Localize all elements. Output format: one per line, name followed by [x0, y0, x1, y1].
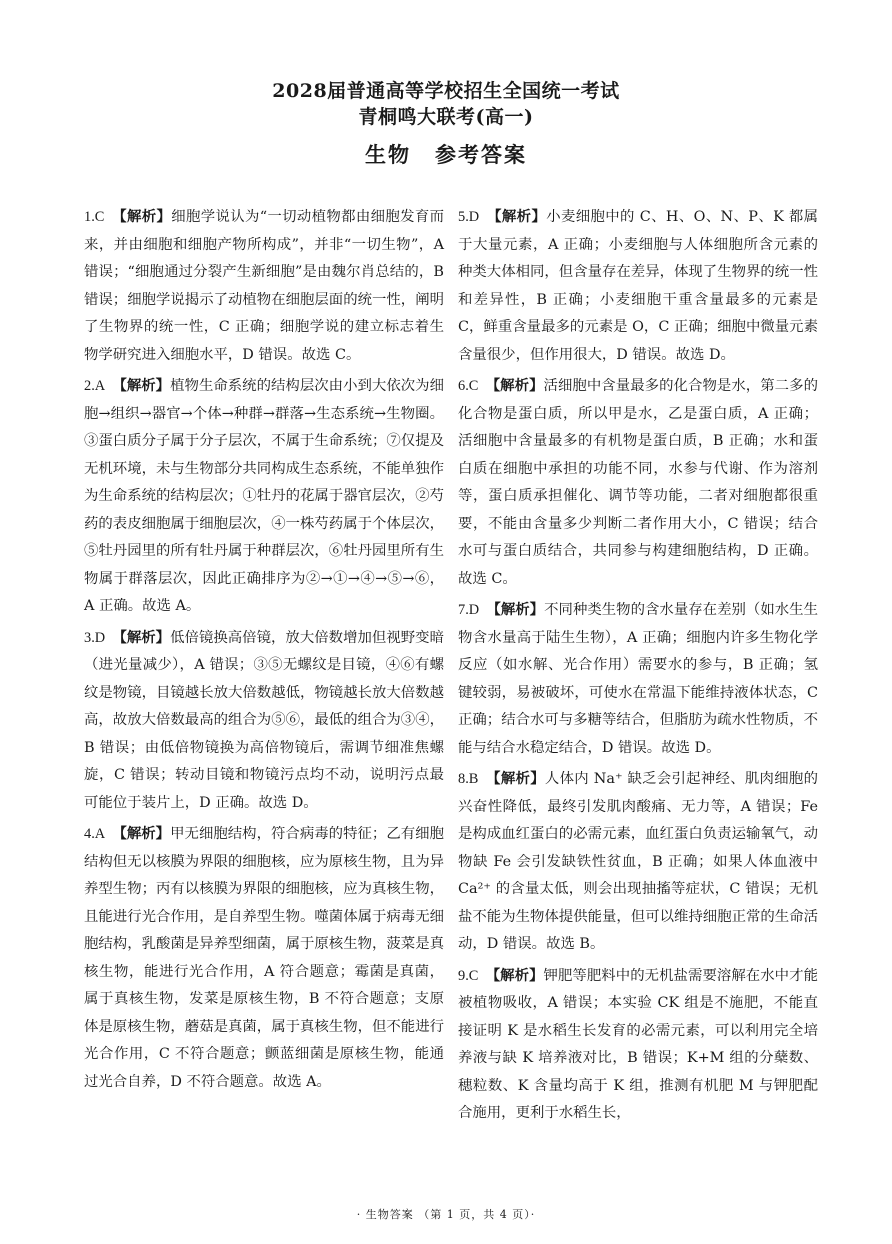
answer-text: 细胞学说认为“一切动植物都由细胞发育而来，并由细胞和细胞产物所构成”，并非“一切生物”，A 错误；“细胞通过分裂产生新细胞”是由魏尔肖总结的，B 错误；细胞学说揭示了动植物在细胞层面的统一性，阐明了生物界的统一性，C 正确；细胞学说的建立标志着生物学研究进入细胞水平，D 错误。故选 C。: [84, 209, 444, 363]
answer-item-7: [458, 596, 818, 762]
answer-number: 1.C: [84, 209, 105, 225]
answer-text: 植物生命系统的结构层次由小到大依次为细胞→组织→器官→个体→种群→群落→生态系统→生物圈。③蛋白质分子属于分子层次，不属于生命系统；⑦仅提及无机环境，未与生物部分共同构成生态系统，不能单独作为生命系统的结构层次；①牡丹的花属于器官层次，②芍药的表皮细胞属于细胞层次，④一株芍药属于个体层次，⑤牡丹园里的所有牡丹属于种群层次，⑥牡丹园里所有生物属于群落层次，因此正确排序为②→①→④→⑤→⑥，A 正确。故选 A。: [84, 378, 444, 614]
answer-text: 活细胞中含量最多的化合物是水，第二多的化合物是蛋白质，所以甲是水，乙是蛋白质，A 正确；活细胞中含量最多的有机物是蛋白质，B 正确；水和蛋白质在细胞中承担的功能不同，水参与代谢、作为溶剂等，蛋白质承担催化、调节等功能，二者对细胞都很重要，不能由含量多少判断二者作用大小，C 错误；结合水可与蛋白质结合，共同参与构建细胞结构，D 正确。故选 C。: [458, 378, 818, 587]
exam-title: 2028届普通高等学校招生全国统一考试: [272, 80, 620, 102]
exam-subtitle: 青桐鸣大联考(高一): [358, 106, 534, 128]
answer-number: 9.C: [458, 967, 479, 984]
doc-type: 参考答案: [435, 142, 527, 167]
analysis-tag: 【解析】: [119, 825, 171, 842]
answer-item-9: [458, 962, 818, 1128]
analysis-tag: 【解析】: [494, 208, 547, 225]
subject-name: 生物: [365, 142, 411, 167]
answer-item-5: [458, 203, 818, 369]
answer-number: 8.B: [458, 771, 479, 787]
analysis-tag: 【解析】: [493, 601, 545, 618]
analysis-tag: 【解析】: [119, 208, 172, 225]
answer-item-6: [458, 372, 818, 593]
answer-text: 不同种类生物的含水量存在差别（如水生生物含水量高于陆生生物），A 正确；细胞内许多生物化学反应（如水解、光合作用）需要水的参与，B 正确；氢键较弱，易被破坏，可使水在常温下能维持液体状态，C 正确；结合水可与多糖等结合，但脂肪为疏水性物质，不能与结合水稳定结合，D 错误。故选 D。: [458, 602, 818, 756]
answer-text: 甲无细胞结构，符合病毒的特征；乙有细胞结构但无以核膜为界限的细胞核，应为原核生物，且为异养型生物；丙有以核膜为界限的细胞核，应为真核生物，且能进行光合作用，是自养型生物。噬菌体属于病毒无细胞结构，乳酸菌是异养型细菌，属于原核生物，菠菜是真核生物，能进行光合作用，A 符合题意；霉菌是真菌，属于真核生物，发菜是原核生物，B 不符合题意；支原体是原核生物，蘑菇是真菌，属于真核生物，但不能进行光合作用，C 不符合题意；颤蓝细菌是原核生物，能通过光合自养，D 不符合题意。故选 A。: [84, 826, 444, 1090]
page-header: [0, 78, 892, 170]
analysis-tag: 【解析】: [492, 966, 544, 984]
analysis-tag: 【解析】: [119, 377, 171, 394]
answer-number: 5.D: [458, 209, 480, 225]
answer-item-8: [458, 765, 818, 959]
answer-text: 低倍镜换高倍镜，放大倍数增加但视野变暗（进光量减少），A 错误；③⑤无螺纹是目镜，④⑥有螺纹是物镜，目镜越长放大倍数越低，物镜越长放大倍数越高，故放大倍数最高的组合为⑤⑥，最低的组合为③④，B 错误；由低倍物镜换为高倍物镜后，需调节细准焦螺旋，C 错误；转动目镜和物镜污点均不动，说明污点最可能位于装片上，D 正确。故选 D。: [84, 629, 444, 811]
analysis-tag: 【解析】: [119, 628, 171, 646]
analysis-tag: 【解析】: [492, 377, 544, 394]
answer-number: 7.D: [458, 602, 480, 618]
answer-text: 小麦细胞中的 C、H、O、N、P、K 都属于大量元素，A 正确；小麦细胞与人体细胞所含元素的种类大体相同，但含量存在差异，体现了生物界的统一性和差异性，B 正确；小麦细胞干重含量最多的元素是 C，鲜重含量最多的元素是 O，C 正确；细胞中微量元素含量很少，但作用很大，D 错误。故选 D。: [458, 209, 818, 363]
answer-item-4: [84, 820, 444, 1096]
answer-number: 2.A: [84, 378, 106, 394]
subject-heading: [0, 140, 892, 170]
answer-item-2: [84, 372, 444, 621]
answer-number: 6.C: [458, 378, 479, 394]
left-column: [84, 203, 444, 1099]
answer-number: 3.D: [84, 629, 106, 646]
answer-item-1: [84, 203, 444, 369]
analysis-tag: 【解析】: [493, 770, 545, 787]
answer-item-3: [84, 624, 444, 818]
right-column: [458, 203, 818, 1131]
answer-number: 4.A: [84, 826, 106, 842]
page-footer: · 生物答案 （第 1 页，共 4 页）·: [356, 1208, 536, 1221]
answer-text: 钾肥等肥料中的无机盐需要溶解在水中才能被植物吸收，A 错误；本实验 CK 组是不施肥，不能直接证明 K 是水稻生长发育的必需元素，可以利用完全培养液与缺 K 培养液对比，B 错误；K+M 组的分蘖数、穗粒数、K 含量均高于 K 组，推测有机肥 M 与钾肥配合施用，更利于水稻生长，: [458, 967, 818, 1121]
answer-text: 人体内 Na⁺ 缺乏会引起神经、肌肉细胞的兴奋性降低，最终引发肌肉酸痛、无力等，A 错误；Fe 是构成血红蛋白的必需元素，血红蛋白负责运输氧气，动物缺 Fe 会引发缺铁性贫血，B 正确；如果人体血液中 Ca²⁺ 的含量太低，则会出现抽搐等症状，C 错误；无机盐不能为生物体提供能量，但可以维持细胞正常的生命活动，D 错误。故选 B。: [458, 771, 818, 952]
